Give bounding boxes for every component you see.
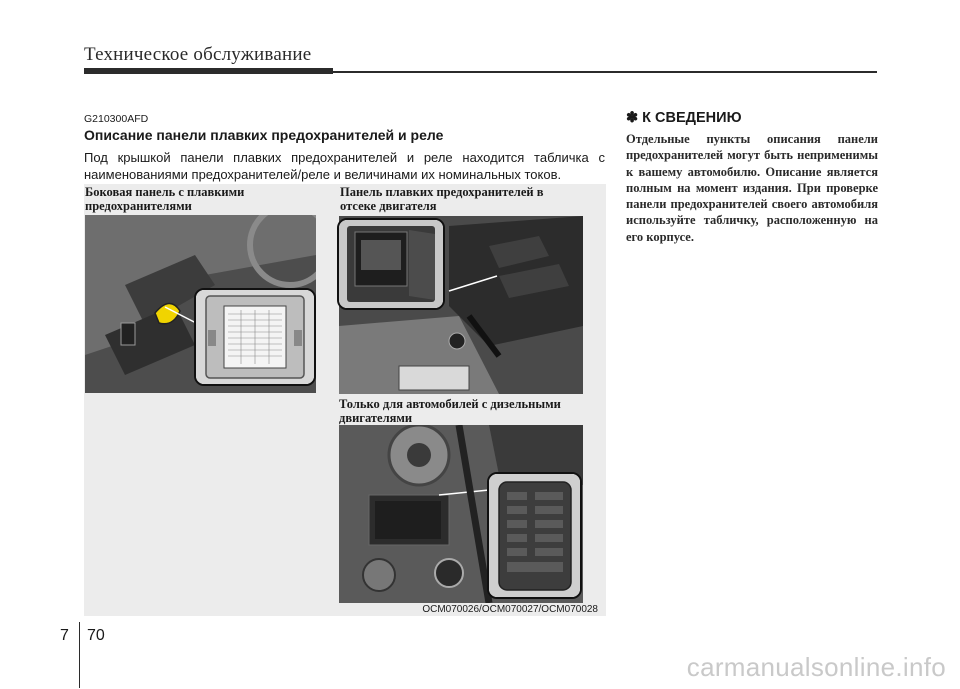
header-rule-thick <box>84 68 333 74</box>
page-number-separator <box>79 622 80 688</box>
section-heading: Описание панели плавких предохранителей и реле <box>84 127 444 143</box>
fuse-label-cover-drawing <box>196 290 314 384</box>
figure-label-side-panel: Боковая панель с плавкими предохранителями <box>85 185 245 213</box>
engine-fuse-box-drawing <box>339 220 443 308</box>
fuse-panel-figure <box>84 184 606 616</box>
engine-fuse-box-inset <box>337 218 445 310</box>
figure-code: OCM070026/OCM070027/OCM070028 <box>422 604 598 615</box>
figure-label-engine-panel: Панель плавких предохранителей в отсеке двигателя <box>340 185 544 213</box>
section-code: G210300AFD <box>84 113 149 125</box>
note-title: ✽ К СВЕДЕНИЮ <box>626 110 742 126</box>
note-body: Отдельные пункты описания панели предохранителей могут быть неприменимы к вашему автомобилю. Описание является полным на момент издания. При проверке панели предохранителей своего автомобиля используйте табличку, расположенную на его корпусе. <box>626 132 878 244</box>
figure-label-diesel: Только для автомобилей с дизельными двигателями <box>339 397 561 425</box>
page-header-title: Техническое обслуживание <box>84 44 312 65</box>
page-number: 70 <box>87 627 105 644</box>
side-panel-inset <box>194 288 316 386</box>
header-rule-thin <box>333 71 877 73</box>
section-paragraph: Под крышкой панели плавких предохранителей и реле находится табличка с наименованиями предохранителей/реле и величинами их номинальных токов. <box>84 150 605 182</box>
watermark: carmanualsonline.info <box>686 652 946 682</box>
diesel-fuse-box-inset <box>487 472 582 599</box>
diesel-fuse-box-drawing <box>489 474 580 597</box>
page-chapter-number: 7 <box>60 627 69 644</box>
